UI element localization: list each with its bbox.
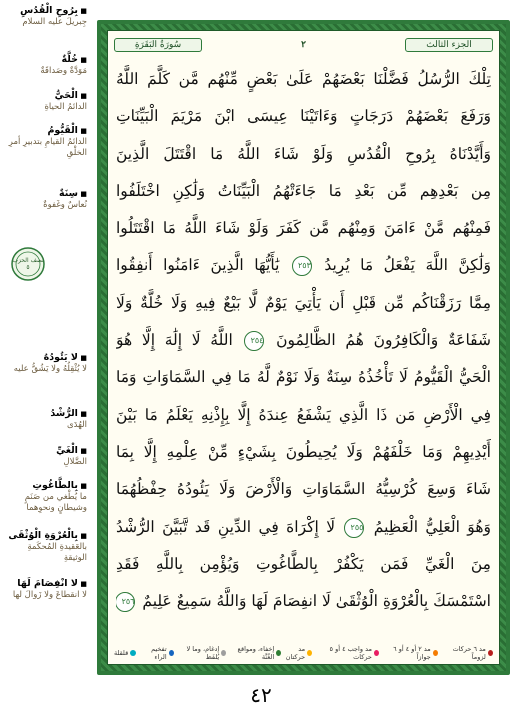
verse-text: وَأَيَّدْنَاهُ بِرُوحِ الْقُدُسِ وَلَوْ شَاءَ اللَّهُ مَا اقْتَتَلَ الَّذِينَ — [116, 144, 491, 163]
verse-line — [116, 359, 491, 396]
verse-text: الْحَيُّ الْقَيُّومُ لَا تَأْخُذُهُ سِنَةٌ وَلَا نَوْمٌ لَّهُ مَا فِي السَّمَاوَاتِ وَمَا — [116, 368, 491, 387]
ayah-number-marker: ٢٥٥ — [344, 518, 364, 538]
glossary-entry — [3, 90, 87, 113]
glossary-word: ■ خُلَّةٌ — [3, 54, 87, 66]
glossary-entry — [3, 352, 87, 375]
color-dot-icon — [488, 650, 493, 656]
color-dot-icon — [307, 650, 312, 656]
legend-item — [142, 645, 173, 661]
color-dot-icon — [130, 650, 136, 656]
verse-line — [116, 546, 491, 583]
legend-label: مد ٦ حركات لزوماً — [452, 645, 486, 661]
verse-line — [116, 509, 491, 546]
glossary-word: ■ بِالطَّاغُوتِ — [3, 480, 87, 492]
quran-page — [107, 30, 500, 665]
ayah-number-marker: ٢٥٤ — [244, 331, 264, 351]
verse-line — [116, 173, 491, 210]
glossary-entry — [3, 530, 87, 564]
glossary-word: ■ الْغَيِّ — [3, 445, 87, 457]
verse-text: فِي الْأَرْضِ مَن ذَا الَّذِي يَشْفَعُ عِندَهُ إِلَّا بِإِذْنِهِ يَعْلَمُ مَا بَيْنَ — [116, 405, 491, 424]
color-dot-icon — [221, 650, 226, 656]
verse-text: أَيْدِيهِمْ وَمَا خَلْفَهُمْ وَلَا يُحِيطُونَ بِشَيْءٍ مِّنْ عِلْمِهِ إِلَّا بِمَا — [116, 442, 491, 461]
juz-title: الجزء الثالث — [405, 38, 493, 52]
legend-item — [444, 645, 493, 661]
verse-text: مِنَ الْغَيِّ فَمَن يَكْفُرْ بِالطَّاغُوتِ وَيُؤْمِن بِاللَّهِ فَقَدِ — [116, 554, 491, 573]
verse-line — [116, 98, 491, 135]
legend-item — [232, 645, 281, 661]
glossary-entry — [3, 188, 87, 211]
verse-line — [116, 397, 491, 434]
verse-line — [116, 247, 491, 284]
glossary-definition: لا انقطاعَ ولا زَوالَ لها — [12, 590, 87, 600]
glossary-word: ■ لا يَئُودُهُ — [3, 352, 87, 364]
glossary-definition: لا يُثْقِلُهُ ولا يَشُقُّ عليه — [13, 364, 87, 374]
glossary-definition: مَوَدَّةٌ وصَداقَةٌ — [40, 66, 87, 76]
juz-marker — [10, 246, 46, 282]
verse-text: اللَّهُ لَا إِلَٰهَ إِلَّا هُوَ — [116, 331, 233, 350]
legend-item — [385, 645, 438, 661]
header-number: ٢ — [301, 40, 306, 50]
color-dot-icon — [276, 650, 281, 656]
glossary-entry — [3, 54, 87, 77]
verse-lines — [116, 61, 491, 642]
ayah-number-marker: ٢٥٦ — [116, 592, 135, 612]
verse-line — [116, 583, 491, 620]
verse-text: وَرَفَعَ بَعْضَهُمْ دَرَجَاتٍ وَءَاتَيْنَا عِيسَى ابْنَ مَرْيَمَ الْبَيِّنَاتِ — [116, 107, 491, 126]
page-header — [114, 35, 493, 55]
glossary-word: ■ الْحَيُّ — [3, 90, 87, 102]
verse-text: وَهُوَ الْعَلِيُّ الْعَظِيمُ — [373, 517, 491, 536]
glossary-entry — [3, 5, 87, 28]
verse-text: مِمَّا رَزَقْنَاكُم مِّن قَبْلِ أَن يَأْتِيَ يَوْمٌ لَّا بَيْعٌ فِيهِ وَلَا خُلَّةٌ وَلَا — [116, 293, 491, 312]
glossary-definition: نُعاسٌ وغَفوةٌ — [43, 200, 87, 210]
legend-label: إخفاء، ومواقع الغُنَّة — [237, 645, 275, 661]
glossary-definition: الدائمُ القيامِ بتدبيرِ أمرِ الخلْقِ — [8, 137, 87, 158]
legend-other — [114, 645, 281, 661]
verse-text: وَلَٰكِنَّ اللَّهَ يَفْعَلُ مَا يُرِيدُ — [324, 256, 491, 275]
glossary-definition: جِبريلَ عليه السلام — [22, 17, 87, 27]
page-frame — [97, 20, 510, 675]
glossary-word: ■ الرُّشْدُ — [3, 408, 87, 420]
verse-line — [116, 210, 491, 247]
ayah-number-marker: ٢٥٣ — [292, 256, 312, 276]
verse-text: فَمِنْهُم مَّنْ ءَامَنَ وَمِنْهُم مَّن كَفَرَ وَلَوْ شَاءَ اللَّهُ مَا اقْتَتَلُوا — [116, 219, 491, 238]
verse-text: شَفَاعَةٌ وَالْكَافِرُونَ هُمُ الظَّالِمُونَ — [276, 331, 491, 350]
verse-text: اسْتَمْسَكَ بِالْعُرْوَةِ الْوُثْقَىٰ لَا انفِصَامَ لَهَا وَاللَّهُ سَمِيعٌ عَلِيمٌ — [142, 592, 491, 611]
color-dot-icon — [374, 650, 379, 656]
surah-title: سُورَةُ البَقَرَةِ — [114, 38, 202, 52]
verse-line — [116, 136, 491, 173]
glossary-word: ■ بِرُوحِ الْقُدُسِ — [3, 5, 87, 17]
glossary-entry — [3, 578, 87, 601]
verse-line — [116, 322, 491, 359]
glossary-entry — [3, 445, 87, 468]
verse-text: شَاءَ وَسِعَ كُرْسِيُّهُ السَّمَاوَاتِ وَالْأَرْضَ وَلَا يَئُودُهُ حِفْظُهُمَا — [116, 480, 491, 499]
glossary-entry — [3, 480, 87, 514]
glossary-entry — [3, 125, 87, 159]
legend-item — [114, 645, 136, 661]
legend-label: قلقلة — [114, 649, 129, 657]
color-dot-icon — [433, 650, 438, 656]
legend-item — [180, 645, 227, 661]
tajweed-legend — [114, 645, 493, 661]
glossary-definition: بالعَقيدةِ المُحكَمةِ الوثيقةِ — [27, 542, 87, 563]
legend-madd — [281, 645, 493, 661]
glossary-entry — [3, 408, 87, 431]
glossary-definition: ما يُطْغي من صَنَمٍ وشيطانٍ ونحوِهما — [24, 492, 87, 513]
verse-line — [116, 471, 491, 508]
legend-label: تفخيم الراء — [151, 645, 167, 661]
glossary-definition: الهُدَى — [67, 420, 87, 430]
page-number: ٤٢ — [250, 683, 272, 707]
glossary-word: ■ سِنَةٌ — [3, 188, 87, 200]
legend-label: مد واجب ٤ أو ٥ حركات — [329, 645, 372, 661]
verse-text: لَا إِكْرَاهَ فِي الدِّينِ قَد تَّبَيَّنَ الرُّشْدُ — [116, 517, 336, 536]
legend-label: إدغام، وما لا يُلفَظ — [186, 645, 220, 661]
verse-line — [116, 285, 491, 322]
verse-text: تِلْكَ الرُّسُلُ فَضَّلْنَا بَعْضَهُمْ عَلَىٰ بَعْضٍ مِّنْهُم مَّن كَلَّمَ اللَّهُ — [116, 70, 491, 88]
legend-item — [281, 645, 312, 661]
verse-line — [116, 434, 491, 471]
glossary-word: ■ لا انْفِصَامَ لَهَا — [3, 578, 87, 590]
legend-label: مد ٢ أو ٤ أو ٦ جوازاً — [393, 645, 431, 661]
verse-text: يَٰأَيُّهَا الَّذِينَ ءَامَنُوا أَنفِقُوا — [116, 256, 280, 275]
legend-item — [318, 645, 379, 661]
glossary-word: ■ بِالْعُرْوَةِ الْوُثْقَى — [3, 530, 87, 542]
margin-glossary — [0, 0, 93, 715]
legend-label: مد حركتان — [285, 645, 306, 661]
verse-text: مِن بَعْدِهِم مِّن بَعْدِ مَا جَاءَتْهُمُ الْبَيِّنَاتُ وَلَٰكِنِ اخْتَلَفُوا — [116, 181, 491, 200]
color-dot-icon — [169, 650, 174, 656]
verse-line — [116, 61, 491, 98]
juz-marker-label: نصف الحزب ٥ — [12, 257, 44, 271]
glossary-word: ■ الْقَيُّومُ — [3, 125, 87, 137]
glossary-definition: الدائمُ الحياةِ — [44, 102, 87, 112]
glossary-definition: الضَّلالِ — [63, 457, 87, 467]
